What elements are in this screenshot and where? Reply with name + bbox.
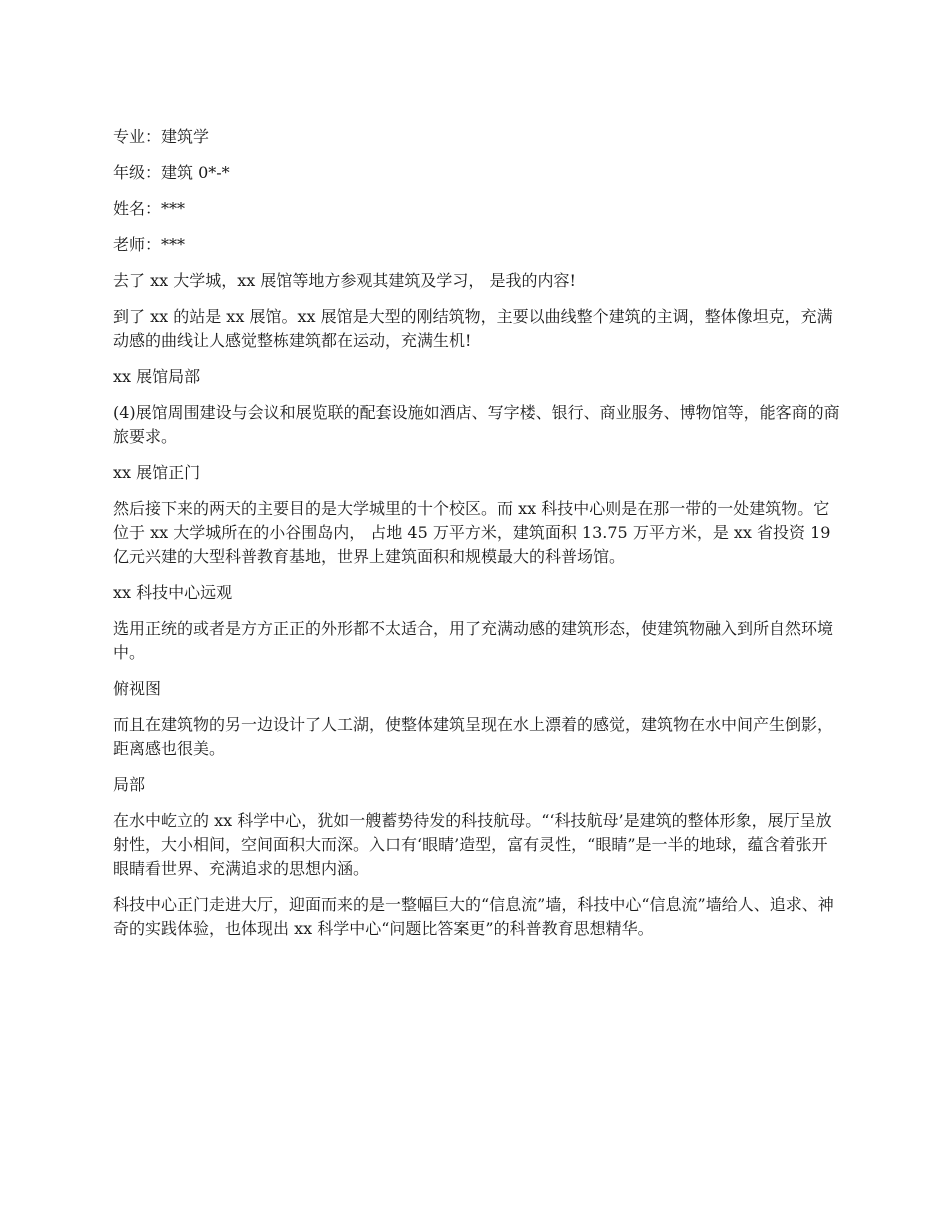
- paragraph-exhibition-hall: 到了 xx 的站是 xx 展馆。xx 展馆是大型的刚结筑物，主要以曲线整个建筑的主调，整体像坦克，充满动感的曲线让人感觉整栋建筑都在运动，充满生机!: [113, 307, 833, 350]
- major-line: 专业：建筑学: [113, 127, 210, 146]
- paragraph-carrier: 在水中屹立的 xx 科学中心，犹如一艘蓄势待发的科技航母。“‘科技航母’是建筑的整体形象，展厅呈放射性，大小相间，空间面积大而深。入口有‘眼睛’造型，富有灵性，“眼睛”是一半的地球，蕴含着张开眼睛看世界、充满追求的思想内涵。: [113, 811, 832, 878]
- teacher-line: 老师：***: [113, 235, 186, 254]
- caption-detail: 局部: [113, 775, 146, 794]
- paragraph-intro: 去了 xx 大学城，xx 展馆等地方参观其建筑及学习， 是我的内容!: [113, 271, 576, 290]
- paragraph-science-center: 然后接下来的两天的主要目的是大学城里的十个校区。而 xx 科技中心则是在那一带的一处建筑物。它位于 xx 大学城所在的小谷围岛内， 占地 45 万平方米，建筑面积 13.75 万平方米，是 xx 省投资 19 亿元兴建的大型科普教育基地，世界上建筑面积和规模最大的科普场馆。: [113, 499, 836, 566]
- caption-top-view: 俯视图: [113, 679, 162, 698]
- document-page: [113, 125, 843, 953]
- paragraph-info-wall: 科技中心正门走进大厅，迎面而来的是一整幅巨大的“信息流”墙，科技中心“信息流”墙给人、追求、神奇的实践体验，也体现出 xx 科学中心“问题比答案更”的科普教育思想精华。: [113, 895, 834, 938]
- paragraph-facilities: (4)展馆周围建设与会议和展览联的配套设施如酒店、写字楼、银行、商业服务、博物馆等，能客商的商旅要求。: [113, 403, 840, 446]
- paragraph-lake: 而且在建筑物的另一边设计了人工湖，使整体建筑呈现在水上漂着的感觉，建筑物在水中间产生倒影，距离感也很美。: [113, 715, 834, 758]
- name-line: 姓名：***: [113, 199, 186, 218]
- caption-science-distant: xx 科技中心远观: [113, 583, 233, 602]
- grade-line: 年级：建筑 0*-*: [113, 163, 230, 182]
- paragraph-form: 选用正统的或者是方方正正的外形都不太适合，用了充满动感的建筑形态，使建筑物融入到所自然环境中。: [113, 619, 834, 662]
- caption-exhibition-detail: xx 展馆局部: [113, 367, 201, 386]
- caption-exhibition-gate: xx 展馆正门: [113, 463, 201, 482]
